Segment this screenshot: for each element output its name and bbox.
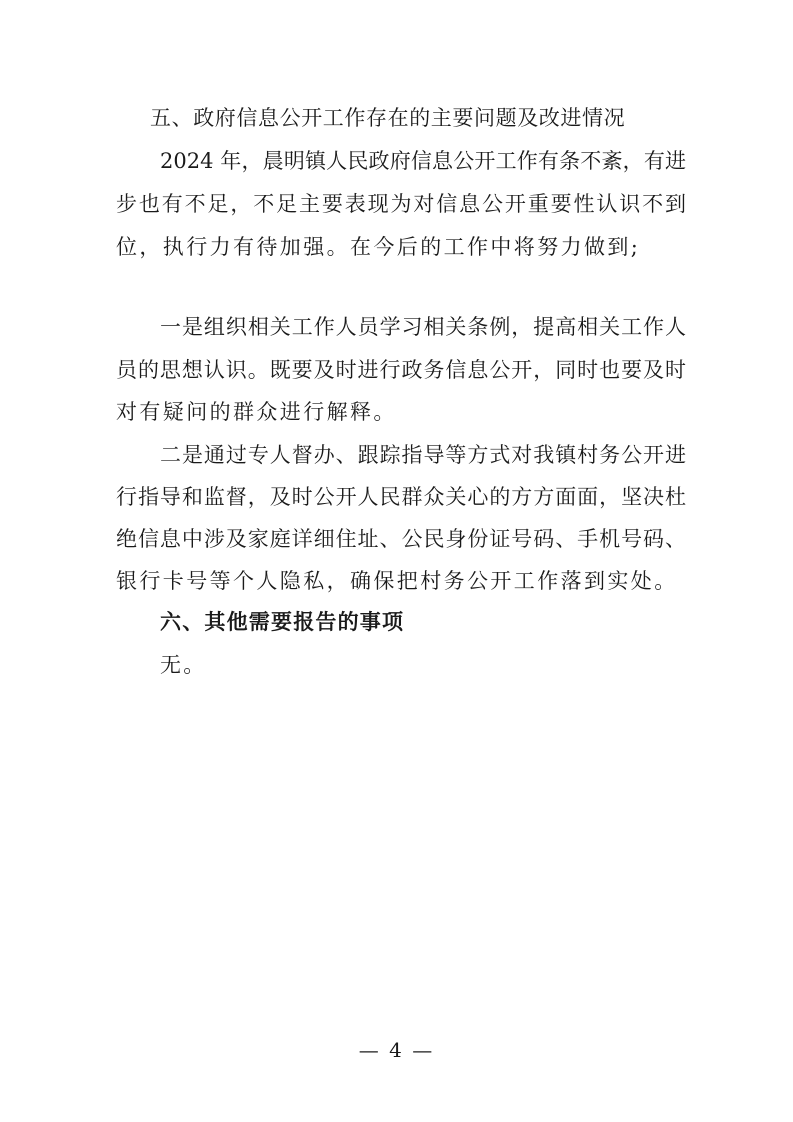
page-number: — 4 — — [358, 1038, 435, 1062]
section6-body: 无。 — [160, 653, 207, 677]
section5-para3-line3: 绝信息中涉及家庭详细住址、公民身份证号码、手机号码、 — [116, 527, 686, 551]
section5-heading: 五、政府信息公开工作存在的主要问题及改进情况 — [150, 106, 626, 130]
section5-para1-line2: 步也有不足，不足主要表现为对信息公开重要性认识不到 — [116, 192, 686, 216]
section5-para3-line2: 行指导和监督，及时公开人民群众关心的方方面面，坚决杜 — [116, 485, 686, 509]
section5-para2-line2: 员的思想认识。既要及时进行政务信息公开，同时也要及时 — [116, 358, 686, 382]
section5-para1-line1: 2024 年，晨明镇人民政府信息公开工作有条不紊，有进 — [160, 149, 686, 173]
section6-heading: 六、其他需要报告的事项 — [160, 610, 405, 634]
section5-para1-line3: 位，执行力有待加强。在今后的工作中将努力做到; — [116, 235, 641, 259]
section5-para3-line4: 银行卡号等个人隐私，确保把村务公开工作落到实处。 — [116, 569, 678, 593]
section5-para2-line3: 对有疑问的群众进行解释。 — [116, 400, 397, 424]
section5-para3-line1: 二是通过专人督办、跟踪指导等方式对我镇村务公开进 — [160, 443, 686, 467]
section5-para2-line1: 一是组织相关工作人员学习相关条例，提高相关工作人 — [160, 315, 686, 339]
